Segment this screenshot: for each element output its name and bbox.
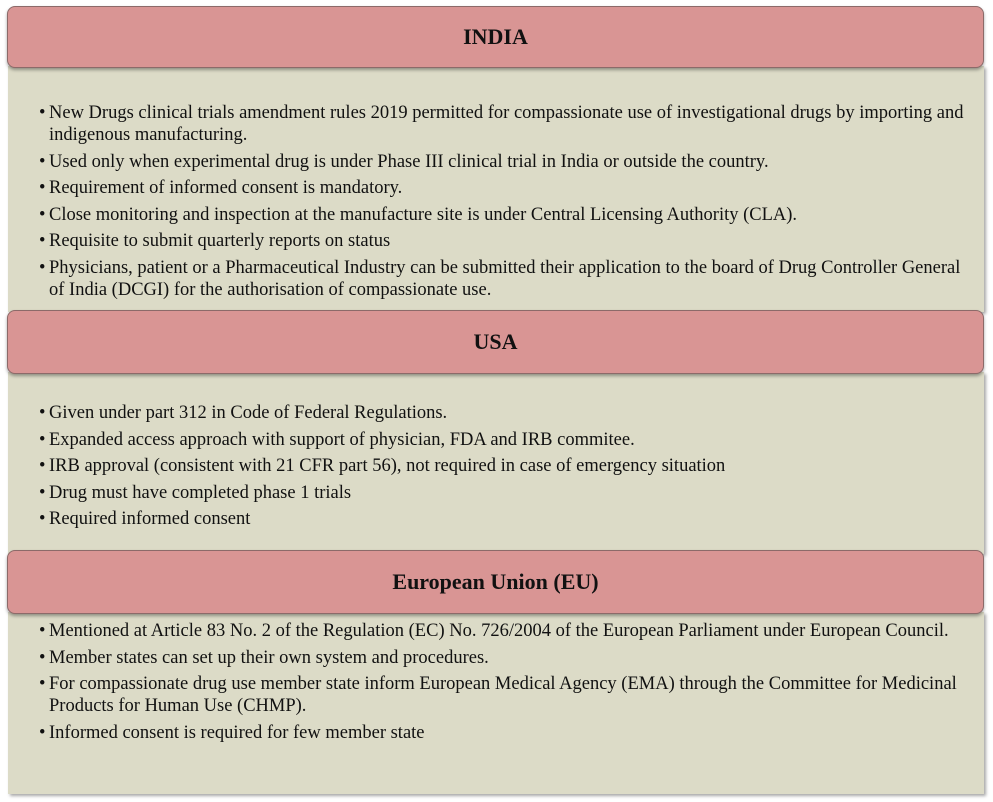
section-title: INDIA (463, 24, 528, 49)
bullet-text: Given under part 312 in Code of Federal Regulations. (49, 403, 448, 423)
list-item (8, 647, 984, 669)
bullet-text: New Drugs clinical trials amendment rules 2019 permitted for compassionate use of investigational drugs by importing and indigenous manufacturing. (49, 103, 964, 145)
list-item (8, 482, 984, 504)
bullet-text: Close monitoring and inspection at the manufacture site is under Central Licensing Authority (CLA). (49, 204, 798, 225)
eu-bullet-list (8, 612, 984, 744)
list-item (8, 402, 984, 424)
list-item (8, 673, 984, 717)
list-item (8, 429, 984, 451)
india-panel (8, 66, 984, 312)
section-title: European Union (EU) (392, 569, 599, 594)
bullet-dot: • (39, 204, 46, 225)
bullet-text: Used only when experimental drug is under Phase III clinical trial in India or outside the country. (49, 151, 769, 172)
india-bullet-list (8, 66, 984, 301)
bullet-text: IRB approval (consistent with 21 CFR part 56), not required in case of emergency situation (49, 456, 726, 476)
list-item (8, 508, 984, 530)
bullet-dot: • (39, 231, 46, 251)
bullet-text: Informed consent is required for few member state (49, 722, 425, 743)
india-header (7, 6, 984, 68)
list-item (8, 151, 984, 173)
bullet-dot: • (39, 257, 46, 278)
bullet-text: Requirement of informed consent is mandatory. (49, 178, 403, 198)
list-item (8, 102, 984, 146)
section-title: USA (473, 329, 518, 354)
bullet-dot: • (39, 482, 46, 503)
eu-panel (8, 612, 984, 794)
bullet-dot: • (39, 621, 46, 641)
usa-panel (8, 372, 984, 554)
bullet-dot: • (39, 403, 46, 423)
bullet-dot: • (39, 674, 46, 694)
bullet-dot: • (39, 647, 46, 668)
list-item (8, 620, 984, 642)
bullet-text: Required informed consent (49, 509, 251, 529)
bullet-text: Requisite to submit quarterly reports on status (49, 231, 391, 251)
list-item (8, 230, 984, 252)
bullet-dot: • (39, 178, 46, 198)
bullet-dot: • (39, 103, 46, 123)
bullet-text: Drug must have completed phase 1 trials (49, 482, 352, 503)
list-item (8, 204, 984, 226)
usa-header (7, 310, 984, 374)
bullet-dot: • (39, 151, 46, 172)
bullet-text: For compassionate drug use member state inform European Medical Agency (EMA) through the Committee for Medicinal Products for Human Use (CHMP). (49, 674, 957, 716)
list-item (8, 177, 984, 199)
usa-bullet-list (8, 372, 984, 530)
bullet-text: Expanded access approach with support of physician, FDA and IRB commitee. (49, 429, 635, 450)
bullet-text: Physicians, patient or a Pharmaceutical Industry can be submitted their application to the board of Drug Controller General of India (DCGI) for the authorisation of compassionate use. (49, 257, 961, 300)
bullet-dot: • (39, 456, 46, 476)
bullet-dot: • (39, 429, 46, 450)
bullet-text: Mentioned at Article 83 No. 2 of the Regulation (EC) No. 726/2004 of the European Parliament under European Council. (49, 621, 949, 641)
list-item (8, 722, 984, 744)
eu-header (7, 550, 984, 614)
bullet-dot: • (39, 509, 46, 529)
list-item (8, 257, 984, 301)
list-item (8, 455, 984, 477)
bullet-dot: • (39, 722, 46, 743)
bullet-text: Member states can set up their own system and procedures. (49, 647, 489, 668)
